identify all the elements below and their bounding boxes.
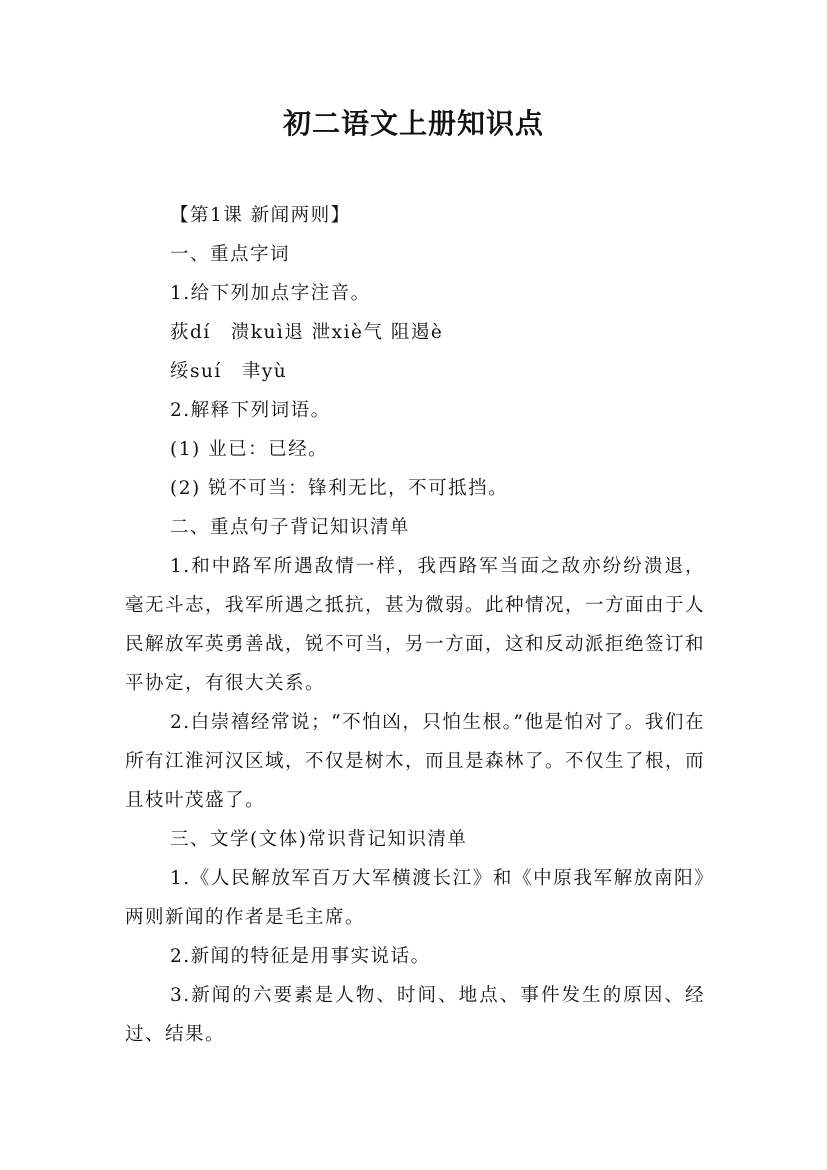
document-title: 初二语文上册知识点 — [282, 107, 544, 140]
lesson-heading: 【第1课 新闻两则】 — [170, 205, 351, 226]
definition-1: (1) 业已：已经。 — [170, 439, 329, 460]
pinyin-line-1: 荻dí 溃kuì退 泄xiè气 阻遏è — [170, 322, 444, 343]
literature-paragraph-2: 2.新闻的特征是用事实说话。 — [170, 946, 431, 967]
section-heading-1: 一、重点字词 — [170, 244, 291, 265]
document-body — [125, 196, 715, 1054]
section-heading-2: 二、重点句子背记知识清单 — [170, 517, 411, 538]
section-heading-3: 三、文学(文体)常识背记知识清单 — [170, 829, 468, 850]
literature-paragraph-1: 1.《人民解放军百万大军横渡长江》和《中原我军解放南阳》两则新闻的作者是毛主席。 — [125, 868, 705, 928]
definition-2: (2) 锐不可当：锋利无比，不可抵挡。 — [170, 478, 509, 499]
sentence-paragraph-2: 2.白崇禧经常说；“不怕凶，只怕生根。”他是怕对了。我们在所有江淮河汉区域，不仅是树木，而且是森林了。不仅生了根，而且枝叶茂盛了。 — [125, 712, 706, 811]
pinyin-line-2: 绥suí 聿yù — [170, 361, 288, 382]
question-2: 2.解释下列词语。 — [170, 400, 331, 421]
sentence-paragraph-1: 1.和中路军所遇敌情一样，我西路军当面之敌亦纷纷溃退，毫无斗志，我军所遇之抵抗，甚为微弱。此种情况，一方面由于人民解放军英勇善战，锐不可当，另一方面，这和反动派拒绝签订和平协定，有很大关系。 — [125, 556, 706, 694]
question-1: 1.给下列加点字注音。 — [170, 283, 371, 304]
literature-paragraph-3: 3.新闻的六要素是人物、时间、地点、事件发生的原因、经过、结果。 — [125, 985, 705, 1045]
